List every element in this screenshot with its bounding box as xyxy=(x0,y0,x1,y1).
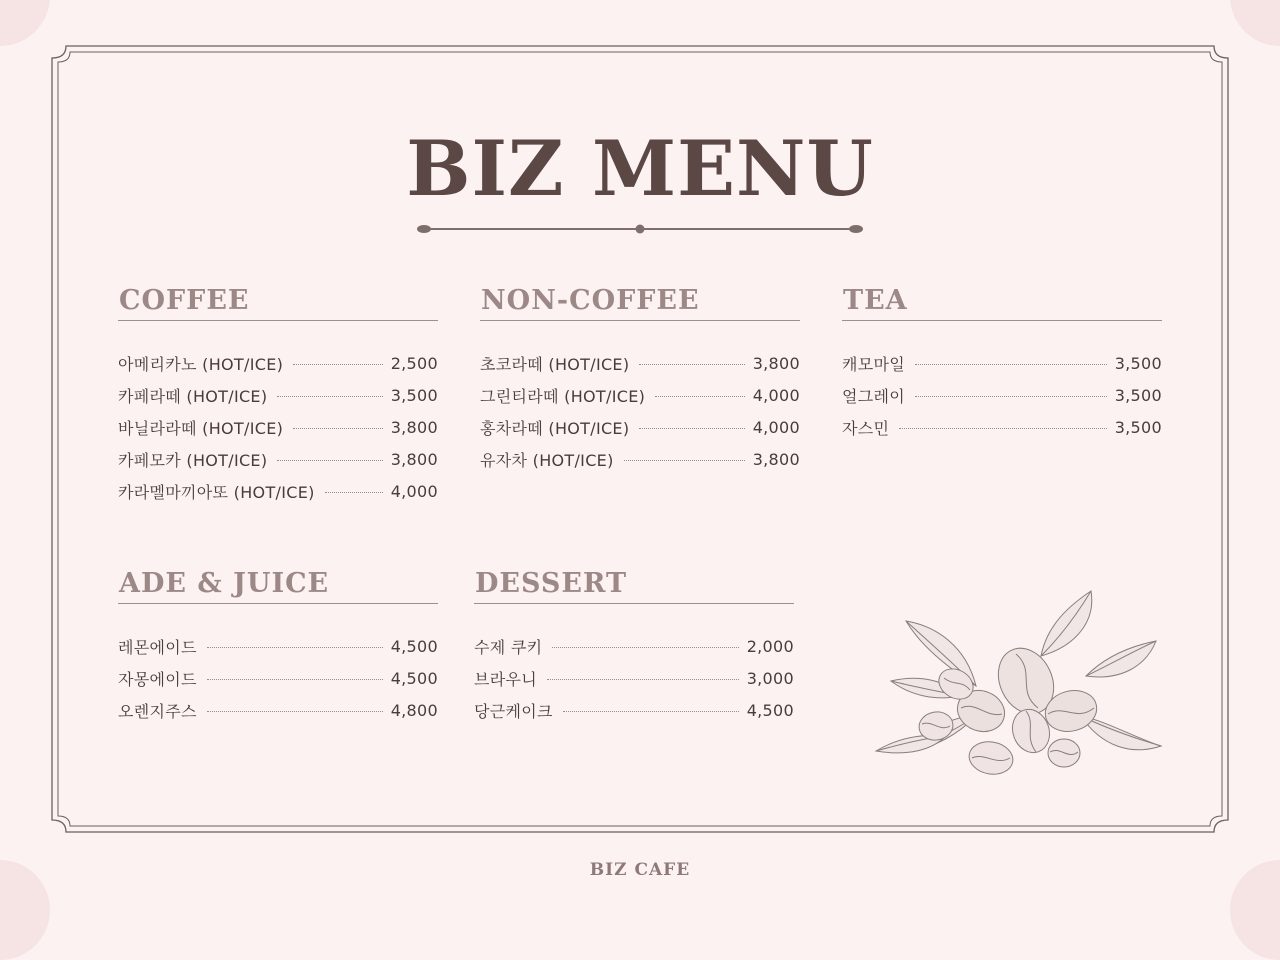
dot-leader xyxy=(915,396,1107,397)
item-name: 홍차라떼 (HOT/ICE) xyxy=(480,418,630,438)
section-divider xyxy=(118,603,438,604)
section-divider xyxy=(842,320,1162,321)
item-price: 3,500 xyxy=(1114,417,1162,437)
section-ade-juice xyxy=(118,566,438,726)
item-price: 4,000 xyxy=(752,385,800,405)
section-coffee xyxy=(118,283,438,507)
item-price: 3,500 xyxy=(1114,385,1162,405)
dot-leader xyxy=(293,364,383,365)
item-name: 오렌지주스 xyxy=(118,701,197,721)
item-price: 3,800 xyxy=(390,449,438,469)
menu-item xyxy=(118,630,438,662)
section-title: DESSERT xyxy=(475,568,628,599)
dot-leader xyxy=(547,679,739,680)
item-price: 2,500 xyxy=(390,353,438,373)
item-name: 당근케이크 xyxy=(474,701,553,721)
section-divider xyxy=(474,603,794,604)
item-name: 브라우니 xyxy=(474,669,538,689)
footer-brand: BIZ CAFE xyxy=(589,860,691,880)
menu-item xyxy=(480,379,800,411)
section-title: ADE & JUICE xyxy=(119,568,330,599)
item-price: 2,000 xyxy=(746,636,794,656)
dot-leader xyxy=(207,711,383,712)
section-tea xyxy=(842,283,1162,443)
item-name: 초코라떼 (HOT/ICE) xyxy=(480,354,630,374)
dot-leader xyxy=(639,364,744,365)
menu-item xyxy=(842,411,1162,443)
dot-leader xyxy=(899,428,1106,429)
menu-item xyxy=(118,475,438,507)
dot-leader xyxy=(277,396,382,397)
section-title: TEA xyxy=(843,285,908,316)
item-price: 3,500 xyxy=(390,385,438,405)
item-name: 아메리카노 (HOT/ICE) xyxy=(118,354,284,374)
menu-item xyxy=(480,443,800,475)
section-non-coffee xyxy=(480,283,800,475)
item-price: 4,500 xyxy=(390,668,438,688)
item-name: 카페모카 (HOT/ICE) xyxy=(118,450,268,470)
dot-leader xyxy=(293,428,383,429)
item-price: 3,800 xyxy=(752,449,800,469)
dot-leader xyxy=(655,396,745,397)
menu-item xyxy=(474,694,794,726)
item-price: 4,800 xyxy=(390,700,438,720)
dot-leader xyxy=(563,711,739,712)
section-title: COFFEE xyxy=(119,285,250,316)
ornamental-divider xyxy=(414,220,866,238)
item-name: 카페라떼 (HOT/ICE) xyxy=(118,386,268,406)
dot-leader xyxy=(277,460,382,461)
dot-leader xyxy=(325,492,383,493)
dot-leader xyxy=(207,647,383,648)
menu-item xyxy=(118,443,438,475)
item-name: 카라멜마끼아또 (HOT/ICE) xyxy=(118,482,315,502)
item-price: 3,800 xyxy=(390,417,438,437)
item-name: 자스민 xyxy=(842,418,890,438)
item-price: 3,500 xyxy=(1114,353,1162,373)
item-name: 자몽에이드 xyxy=(118,669,197,689)
item-name: 얼그레이 xyxy=(842,386,906,406)
item-name: 캐모마일 xyxy=(842,354,906,374)
item-price: 3,000 xyxy=(746,668,794,688)
dot-leader xyxy=(915,364,1107,365)
menu-item xyxy=(118,411,438,443)
coffee-beans-illustration-icon xyxy=(866,586,1166,786)
item-price: 3,800 xyxy=(752,353,800,373)
dot-leader xyxy=(552,647,738,648)
menu-item xyxy=(474,662,794,694)
section-divider xyxy=(118,320,438,321)
menu-item xyxy=(842,379,1162,411)
dot-leader xyxy=(624,460,745,461)
section-dessert xyxy=(474,566,794,726)
section-title: NON-COFFEE xyxy=(481,285,700,316)
dot-leader xyxy=(207,679,383,680)
menu-item xyxy=(842,347,1162,379)
menu-item xyxy=(118,347,438,379)
item-name: 바닐라라떼 (HOT/ICE) xyxy=(118,418,284,438)
item-name: 그린티라떼 (HOT/ICE) xyxy=(480,386,646,406)
menu-item xyxy=(118,662,438,694)
menu-item xyxy=(474,630,794,662)
menu-item xyxy=(118,379,438,411)
item-name: 레몬에이드 xyxy=(118,637,197,657)
item-name: 수제 쿠키 xyxy=(474,637,543,657)
menu-item xyxy=(480,347,800,379)
menu-item xyxy=(480,411,800,443)
menu-item xyxy=(118,694,438,726)
dot-leader xyxy=(639,428,744,429)
menu-title: BIZ MENU xyxy=(406,124,874,213)
section-divider xyxy=(480,320,800,321)
item-price: 4,500 xyxy=(390,636,438,656)
item-name: 유자차 (HOT/ICE) xyxy=(480,450,614,470)
item-price: 4,000 xyxy=(752,417,800,437)
item-price: 4,500 xyxy=(746,700,794,720)
item-price: 4,000 xyxy=(390,481,438,501)
